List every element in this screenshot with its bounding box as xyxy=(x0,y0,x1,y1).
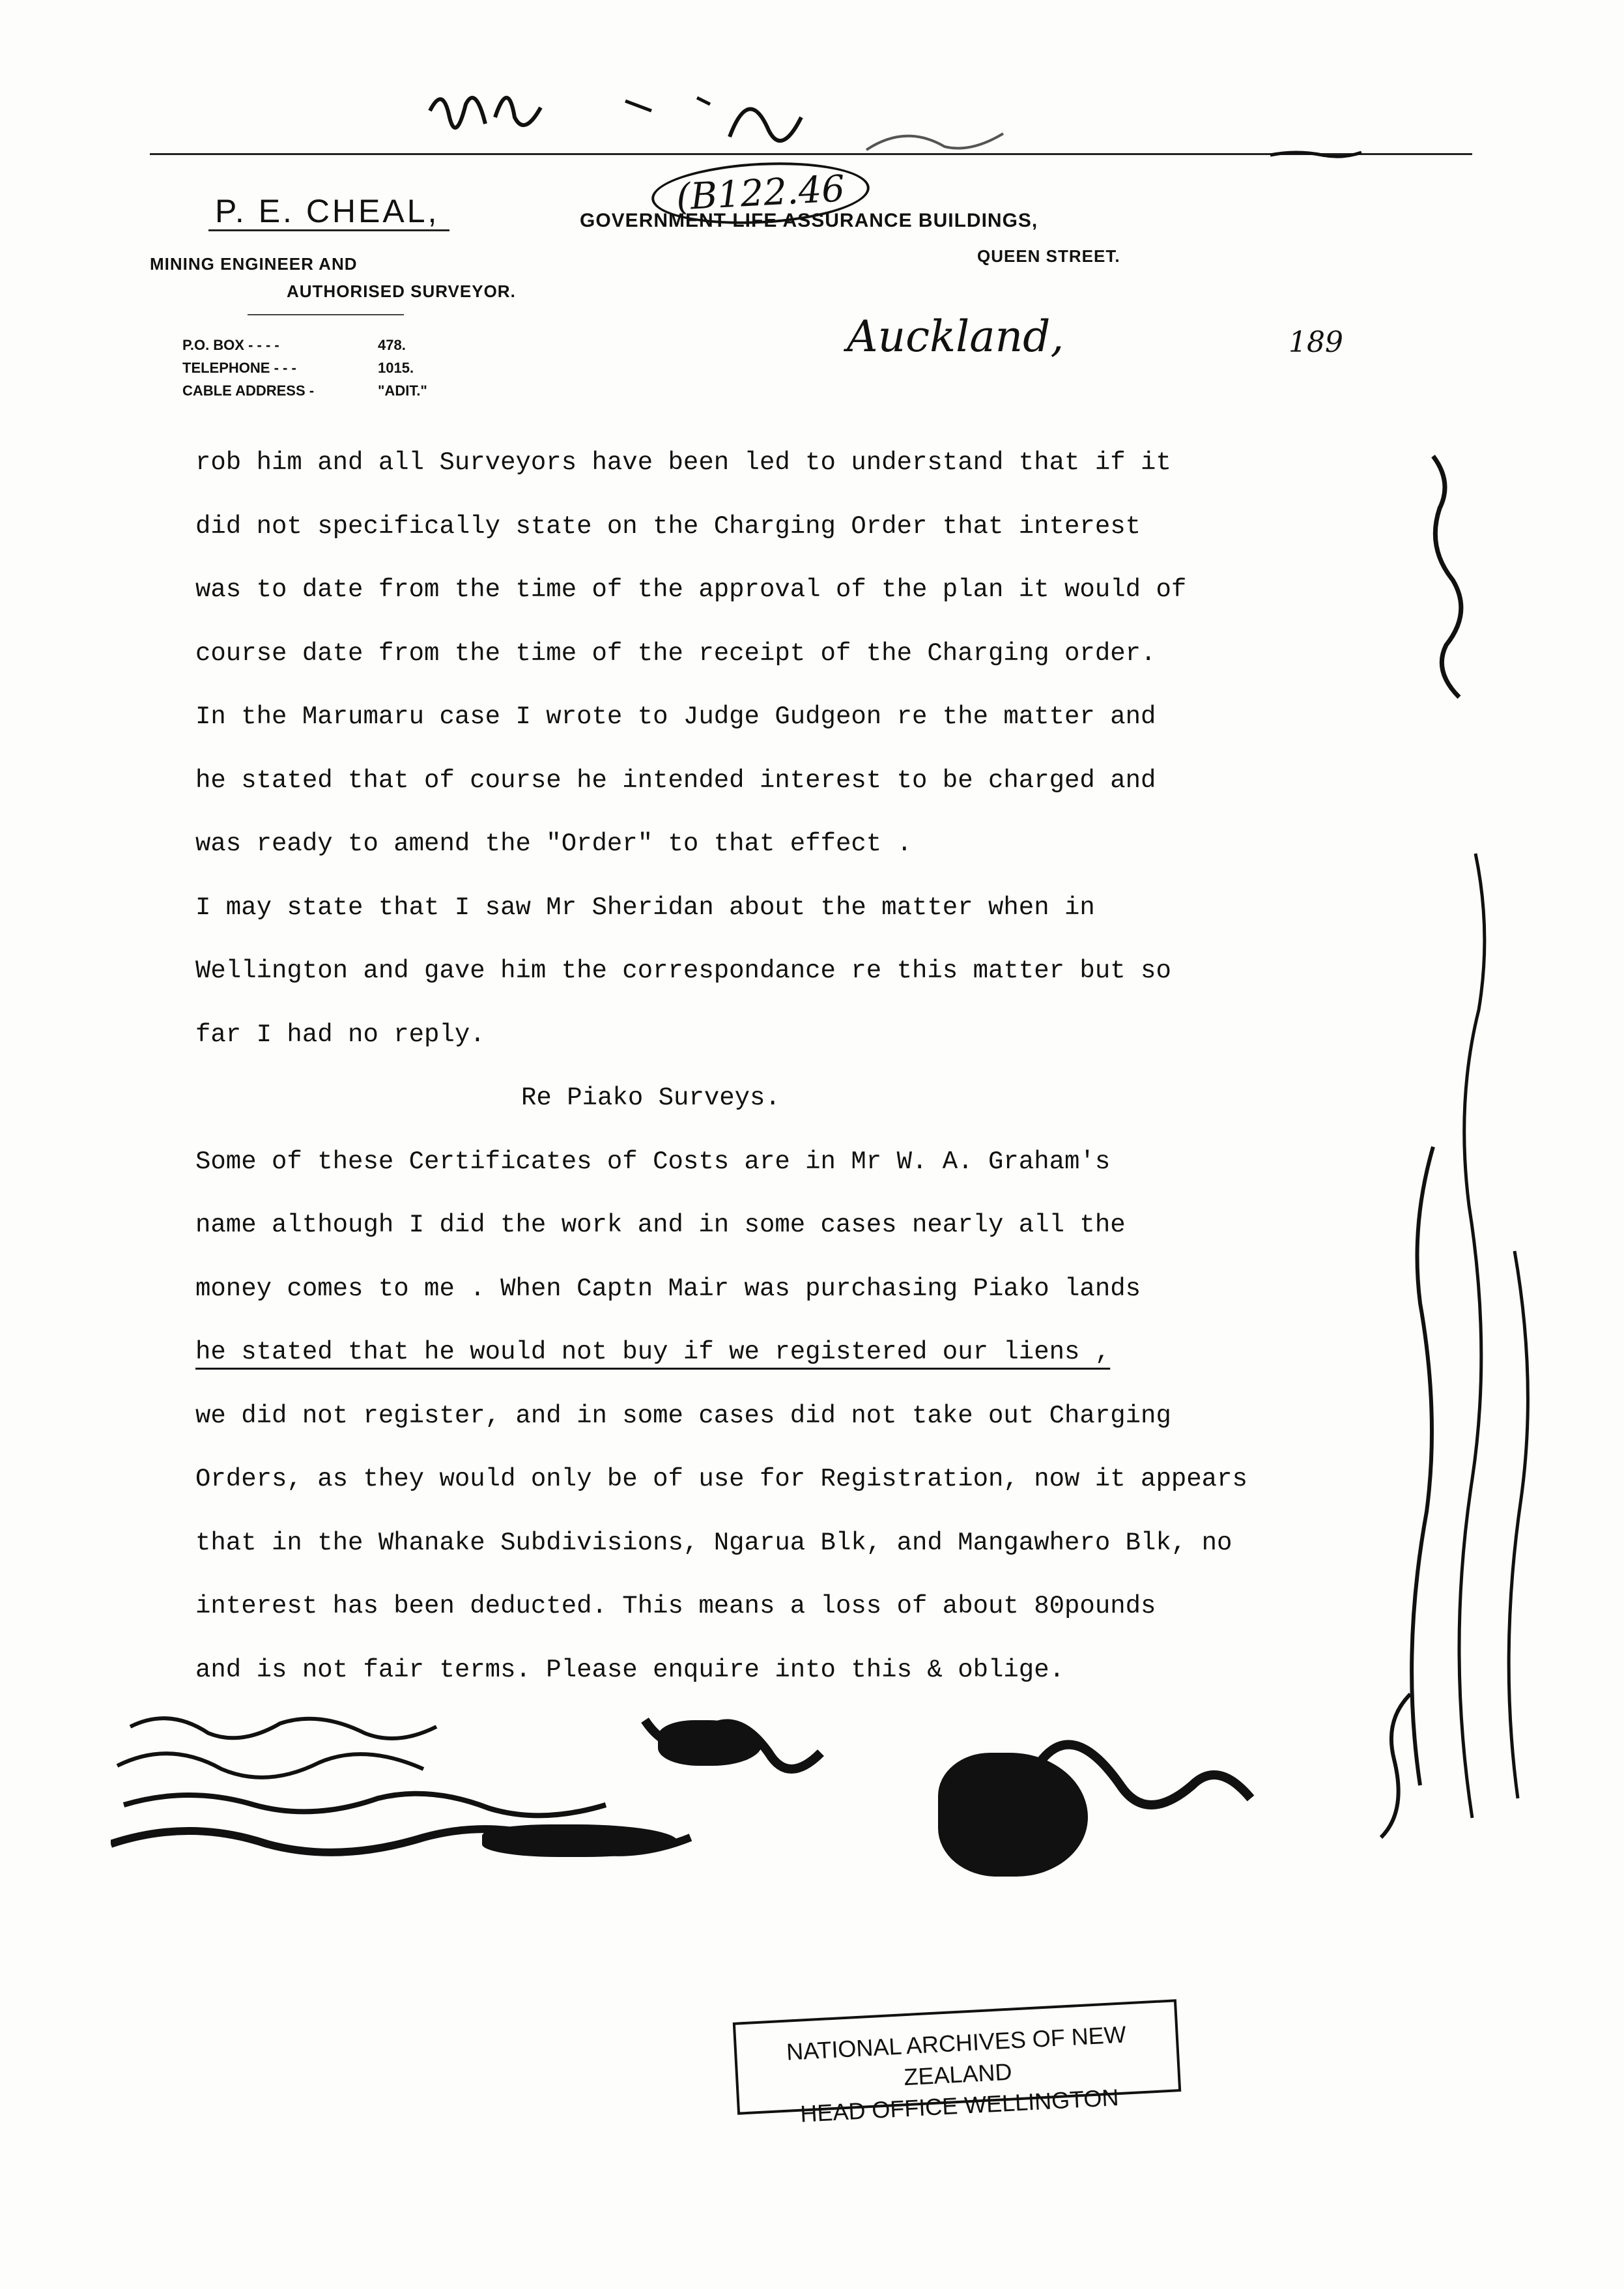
body-line: he stated that of course he intended interest to be charged and xyxy=(195,766,1156,795)
contact-details xyxy=(182,334,463,402)
address-street: QUEEN STREET. xyxy=(977,246,1120,266)
signature-ink-blot xyxy=(482,1824,677,1857)
body-line: rob him and all Surveyors have been led to understand that if it xyxy=(195,448,1171,477)
body-line: name although I did the work and in some cases nearly all the xyxy=(195,1211,1126,1239)
letter-body xyxy=(195,448,1368,1719)
contact-row xyxy=(182,334,463,356)
contact-value: "ADIT." xyxy=(378,382,427,399)
place-name: Auckland, xyxy=(847,311,1064,362)
stamp-line2: HEAD OFFICE WELLINGTON xyxy=(799,2084,1120,2127)
body-line: In the Marumaru case I wrote to Judge Gudgeon re the matter and xyxy=(195,702,1156,731)
handwritten-margin-notes xyxy=(1303,417,1576,1850)
body-line: Wellington and gave him the correspondance re this matter but so xyxy=(195,957,1171,985)
section-heading: Re Piako Surveys. xyxy=(521,1084,780,1112)
archive-stamp xyxy=(733,1999,1181,2127)
body-line: did not specifically state on the Charging Order that interest xyxy=(195,511,1141,541)
contact-label: P.O. BOX - - - - xyxy=(182,337,279,353)
body-line: Some of these Certificates of Costs are in Mr W. A. Graham's xyxy=(195,1147,1111,1176)
body-line: course date from the time of the receipt of the Charging order. xyxy=(195,639,1156,668)
body-line: was ready to amend the "Order" to that effect . xyxy=(195,829,912,858)
body-line-underlined: he stated that he would not buy if we registered our liens , xyxy=(195,1338,1111,1366)
sender-underline xyxy=(208,229,449,231)
title-divider xyxy=(248,314,404,315)
year: 189 xyxy=(1289,326,1343,359)
contact-label: CABLE ADDRESS - xyxy=(182,382,315,399)
body-line: and is not fair terms. Please enquire into this & oblige. xyxy=(195,1655,1065,1684)
address-building: GOVERNMENT LIFE ASSURANCE BUILDINGS, xyxy=(580,210,1038,231)
stamp-line1: NATIONAL ARCHIVES OF NEW ZEALAND xyxy=(786,2021,1127,2091)
sender-name: P. E. CHEAL, xyxy=(215,193,440,229)
contact-row xyxy=(182,356,463,379)
body-line: was to date from the time of the approval of the plan it would of xyxy=(195,575,1187,604)
signature-ink-blot xyxy=(658,1720,762,1766)
body-line: money comes to me . When Captn Mair was purchasing Piako lands xyxy=(195,1274,1141,1303)
contact-row xyxy=(182,379,463,402)
body-line: I may state that I saw Mr Sheridan about the matter when in xyxy=(195,893,1095,922)
contact-value: 1015. xyxy=(378,360,414,376)
body-line: Orders, as they would only be of use for Registration, now it appears xyxy=(195,1465,1247,1493)
sender-title-line1: MINING ENGINEER AND xyxy=(150,254,358,274)
body-line: we did not register, and in some cases did not take out Charging xyxy=(195,1401,1171,1430)
contact-value: 478. xyxy=(378,337,406,353)
body-line: interest has been deducted. This means a loss of about 80pounds xyxy=(195,1592,1156,1620)
body-line: far I had no reply. xyxy=(195,1020,485,1049)
body-line: that in the Whanake Subdivisions, Ngarua Blk, and Mangawhero Blk, no xyxy=(195,1528,1232,1557)
contact-label: TELEPHONE - - - xyxy=(182,360,296,376)
sender-title-line2: AUTHORISED SURVEYOR. xyxy=(287,281,516,301)
reference-number: (B122.46 xyxy=(650,157,871,229)
